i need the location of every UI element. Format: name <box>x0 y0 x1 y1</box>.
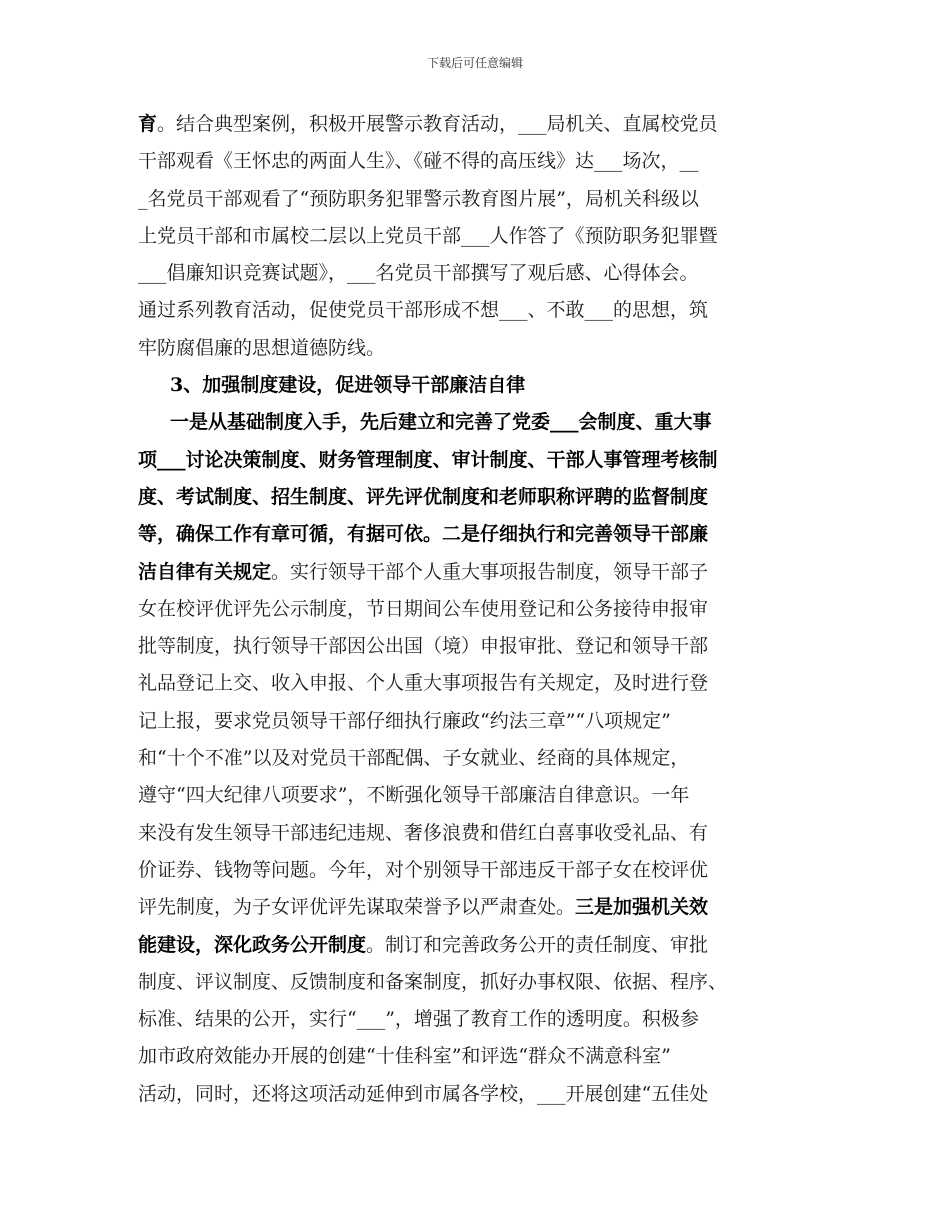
text-line <box>138 815 812 852</box>
text-line <box>138 591 812 628</box>
text-run: 制度、评议制度、反馈制度和备案制度，抓好办事权限、依据、程序、 <box>138 970 728 993</box>
text-run: ___倡廉知识竞赛试题》，___名党员干部撰写了观后感、心得体会。 <box>138 262 699 285</box>
text-line <box>138 255 812 292</box>
text-line <box>138 181 812 218</box>
text-run: 和“十个不准”以及对党员干部配偶、子女就业、经商的具体规定， <box>138 747 690 770</box>
text-line <box>138 1001 812 1038</box>
text-line <box>138 367 812 404</box>
text-line <box>138 628 812 665</box>
text-line <box>138 143 812 180</box>
text-run: 通过系列教育活动，促使党员干部形成不想___、不敢___的思想，筑 <box>138 299 709 322</box>
text-line <box>138 1076 812 1113</box>
text-run: 标准、结果的公开，实行“___”，增强了教育工作的透明度。积极参 <box>138 1008 699 1031</box>
text-line <box>138 665 812 702</box>
text-run: 遵守“四大纪律八项要求”，不断强化领导干部廉洁自律意识。一年 <box>138 784 690 807</box>
text-line <box>138 964 812 1001</box>
text-run: 批等制度，执行领导干部因公出国（境）申报审批、登记和领导干部 <box>138 635 709 658</box>
text-run: 女在校评优评先公示制度，节日期间公车使用登记和公务接待申报审 <box>138 597 709 620</box>
bold-text: 能建设，深化政务公开制度 <box>138 933 367 956</box>
text-run: 活动，同时，还将这项活动延伸到市属各学校，___开展创建“五佳处 <box>138 1082 709 1105</box>
text-line <box>138 292 812 329</box>
text-line <box>138 740 812 777</box>
bold-text: 项___讨论决策制度、财务管理制度、审计制度、干部人事管理考核制 <box>138 448 718 471</box>
bold-text: 3、加强制度建设，促进领导干部廉洁自律 <box>170 374 526 397</box>
text-run: _名党员干部观看了“预防职务犯罪警示教育图片展”，局机关科级以 <box>138 187 699 210</box>
text-run: 记上报，要求党员领导干部仔细执行廉政“约法三章”“八项规定” <box>138 709 671 732</box>
text-run: 上党员干部和市属校二层以上党员干部___人作答了《预防职务犯罪暨 <box>138 224 718 247</box>
bold-text: 度、考试制度、招生制度、评先评优制度和老师职称评聘的监督制度 <box>138 485 709 508</box>
text-line <box>138 1038 812 1075</box>
text-line <box>138 218 812 255</box>
text-line <box>138 777 812 814</box>
bold-text: 三是加强机关效 <box>575 896 709 919</box>
text-run: 。实行领导干部个人重大事项报告制度，领导干部子 <box>271 560 709 583</box>
text-line <box>138 703 812 740</box>
document-body <box>138 106 812 1113</box>
text-run: 价证券、钱物等问题。今年，对个别领导干部违反干部子女在校评优 <box>138 858 709 881</box>
text-run: 干部观看《王怀忠的两面人生》、《碰不得的高压线》达___场次，__ <box>138 150 699 173</box>
text-line <box>138 852 812 889</box>
bold-text: 育 <box>138 113 158 135</box>
text-run: 加市政府效能办开展的创建“十佳科室”和评选“群众不满意科室” <box>138 1045 671 1068</box>
text-line <box>138 889 812 926</box>
text-line <box>138 330 812 367</box>
text-run: 牢防腐倡廉的思想道德防线。 <box>138 336 386 359</box>
text-line <box>138 554 812 591</box>
text-run: 。制订和完善政务公开的责任制度、审批 <box>366 933 709 956</box>
text-run: 。结合典型案例，积极开展警示教育活动，___局机关、直属校党员 <box>157 113 718 135</box>
bold-text: 一是从基础制度入手，先后建立和完善了党委___会制度、重大事 <box>170 411 712 434</box>
text-run: 礼品登记上交、收入申报、个人重大事项报告有关规定，及时进行登 <box>138 672 709 695</box>
text-line <box>138 927 812 964</box>
page-header: 下载后可任意编辑 <box>426 56 523 70</box>
text-line <box>138 404 812 441</box>
bold-text: 洁自律有关规定 <box>138 560 272 583</box>
text-run: 来没有发生领导干部违纪违规、奢侈浪费和借红白喜事收受礼品、有 <box>138 821 709 844</box>
text-run: 评先制度，为子女评优评先谋取荣誉予以严肃查处。 <box>138 896 576 919</box>
bold-text: 等，确保工作有章可循，有据可依。二是仔细执行和完善领导干部廉 <box>138 523 709 546</box>
text-line <box>138 479 812 516</box>
text-line <box>138 442 812 479</box>
text-line <box>138 106 812 143</box>
text-line <box>138 516 812 553</box>
